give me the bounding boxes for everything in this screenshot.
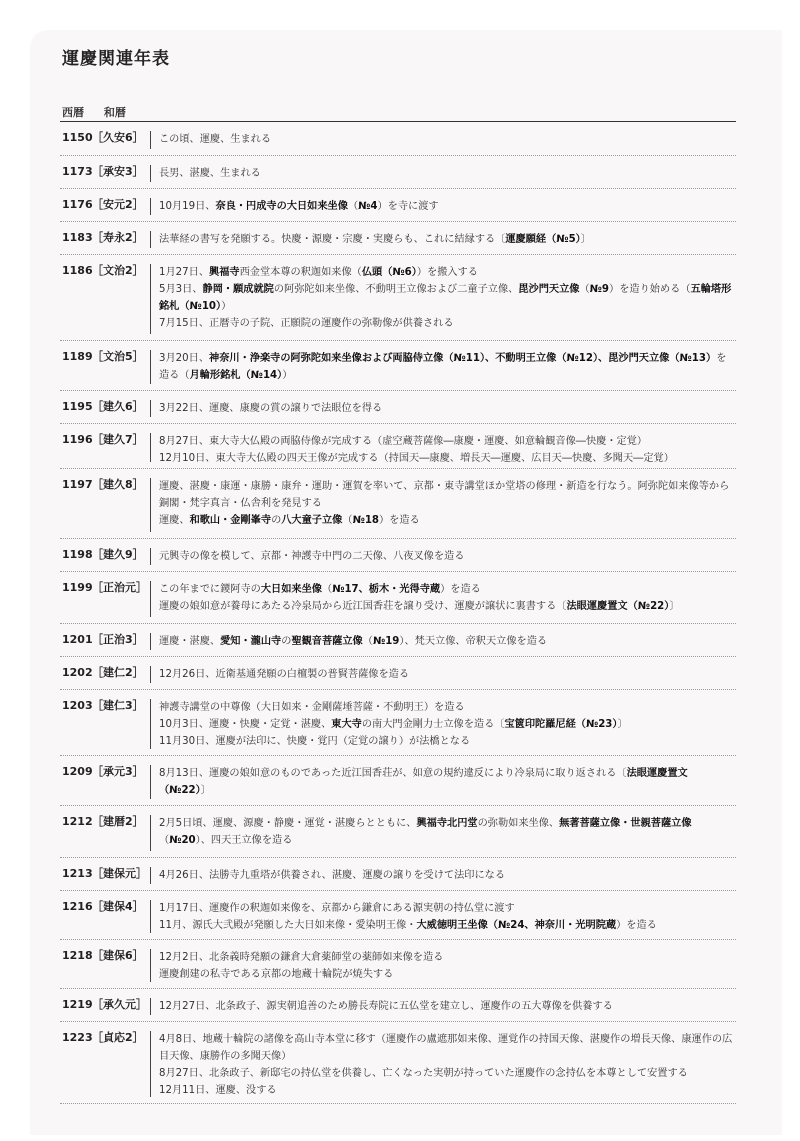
event-text: ）、四天王立像を造る <box>195 835 293 846</box>
western-year: 1218 <box>62 949 93 962</box>
event-description <box>150 633 736 650</box>
row-date <box>60 697 150 755</box>
event-text: 〕 <box>617 719 628 730</box>
event-emphasis: 大日如来坐像 <box>260 584 322 595</box>
event-text: 1月27日、 <box>159 267 210 278</box>
event-line <box>159 198 736 215</box>
event-text: 神護寺講堂の中尊像（大日如来・金剛薩埵菩薩・不動明王）を造る <box>159 702 465 713</box>
event-description <box>150 548 736 565</box>
western-year: 1203 <box>62 699 93 712</box>
row-date <box>60 579 150 623</box>
event-description <box>150 478 736 532</box>
event-text: 12月11日、運慶、没する <box>159 1085 277 1096</box>
event-emphasis: 法眼運慶置文（№22） <box>566 601 670 612</box>
event-emphasis: 八大童子立像 <box>281 515 343 526</box>
event-emphasis: №9 <box>589 284 610 295</box>
event-text: （ <box>347 201 359 212</box>
event-line <box>159 867 736 884</box>
event-emphasis: 無著菩薩立像・世親菩薩立像 <box>559 818 692 829</box>
western-year: 1216 <box>62 900 93 913</box>
event-emphasis: 毘沙門天立像 <box>518 284 580 295</box>
event-emphasis: 宝篋印陀羅尼経（№23） <box>504 719 618 730</box>
western-year: 1209 <box>62 765 93 778</box>
western-year: 1197 <box>62 478 93 491</box>
event-text: を造る（ <box>159 353 727 381</box>
row-date <box>60 229 150 254</box>
row-date <box>60 898 150 939</box>
japanese-era: ［久安6］ <box>92 131 144 144</box>
event-text: 長男、湛慶、生まれる <box>159 168 261 179</box>
event-emphasis: 奈良・円成寺の大日如来坐像 <box>215 201 348 212</box>
event-text: ）を造る <box>616 920 657 931</box>
japanese-era: ［文治5］ <box>92 350 144 363</box>
japanese-era: ［建保6］ <box>92 949 144 962</box>
event-line <box>159 231 736 248</box>
row-date <box>60 865 150 890</box>
event-emphasis: 静岡・願成就院 <box>202 284 274 295</box>
western-year: 1212 <box>62 815 93 828</box>
event-line <box>159 315 736 332</box>
row-date <box>60 996 150 1021</box>
row-date <box>60 631 150 656</box>
row-date <box>60 664 150 689</box>
event-text: 12月10日、東大寺大仏殿の四天王像が完成する（持国天―康慶、増長天―運慶、広目天―快慶、多聞天―定覚） <box>159 453 674 464</box>
japanese-era: ［建久9］ <box>92 548 144 561</box>
chronology-row <box>60 469 736 539</box>
event-text: 西金堂本尊の釈迦如来像（ <box>239 267 362 278</box>
chronology-row <box>60 989 736 1022</box>
event-text: ）を搬入する <box>416 267 478 278</box>
row-date <box>60 348 150 390</box>
event-line <box>159 598 736 615</box>
event-text: 10月19日、 <box>159 201 216 212</box>
western-year: 1189 <box>62 350 93 363</box>
event-description <box>150 165 736 182</box>
chronology-row <box>60 424 736 469</box>
event-description <box>150 400 736 417</box>
event-text: この年までに鑁阿寺の <box>159 584 261 595</box>
western-year: 1223 <box>62 1031 93 1044</box>
row-date <box>60 763 150 805</box>
japanese-era: ［建久8］ <box>92 478 144 491</box>
event-text: 8月13日、運慶の娘如意のものであった近江国香荘が、如意の規約違反により冷泉局に取り返される〔 <box>159 768 627 779</box>
event-emphasis: №17、栃木・光得寺蔵 <box>332 584 441 595</box>
event-emphasis: №4 <box>358 201 378 212</box>
event-text: ）を造る <box>379 515 420 526</box>
event-text: （ <box>362 636 373 647</box>
event-text: 運慶・湛慶、 <box>159 636 221 647</box>
event-text: 運慶創建の私寺である京都の地蔵十輪院が焼失する <box>159 969 394 980</box>
western-year: 1173 <box>62 165 93 178</box>
event-line <box>159 450 736 467</box>
row-date <box>60 163 150 188</box>
event-text: 〕 <box>200 785 211 796</box>
event-text: 8月27日、東大寺大仏殿の両脇侍像が完成する（虚空蔵菩薩像―康慶・運慶、如意輪観音像―快慶・定覚） <box>159 436 648 447</box>
chronology-row <box>60 391 736 424</box>
event-line <box>159 949 736 966</box>
western-year: 1150 <box>62 131 93 144</box>
event-description <box>150 1031 736 1097</box>
event-description <box>150 900 736 933</box>
event-text: の弥勒如来坐像、 <box>477 818 560 829</box>
event-text: 12月27日、北条政子、源実朝追善のため勝長寿院に五仏堂を建立し、運慶作の五大尊像を供養する <box>159 1001 613 1012</box>
row-date <box>60 476 150 538</box>
japanese-era: ［建仁3］ <box>92 699 144 712</box>
event-line <box>159 1082 736 1099</box>
event-text: の <box>281 636 292 647</box>
event-line <box>159 917 736 934</box>
header-japanese-era: 和暦 <box>103 106 126 119</box>
event-description <box>150 581 736 617</box>
row-date <box>60 262 150 340</box>
row-date <box>60 1029 150 1103</box>
chronology-row <box>60 255 736 341</box>
western-year: 1183 <box>62 231 93 244</box>
event-text: ）を寺に渡す <box>377 201 439 212</box>
western-year: 1213 <box>62 867 93 880</box>
chronology-row <box>60 940 736 989</box>
event-description <box>150 231 736 248</box>
japanese-era: ［建保4］ <box>92 900 144 913</box>
event-emphasis: 聖観音菩薩立像 <box>291 636 363 647</box>
western-year: 1195 <box>62 400 93 413</box>
event-text: 〕 <box>669 601 680 612</box>
event-line <box>159 900 736 917</box>
event-line <box>159 765 736 799</box>
event-description <box>150 433 736 462</box>
event-line <box>159 1065 736 1082</box>
event-text: （ <box>579 284 590 295</box>
event-text: 元興寺の像を模して、京都・神護寺中門の二天像、八夜叉像を造る <box>159 551 465 562</box>
event-description <box>150 949 736 982</box>
event-text: （ <box>342 515 353 526</box>
event-line <box>159 131 736 148</box>
event-text: （ <box>322 584 333 595</box>
event-text: の南大門金剛力士立像を造る〔 <box>361 719 505 730</box>
row-date <box>60 129 150 155</box>
western-year: 1198 <box>62 548 93 561</box>
japanese-era: ［正治3］ <box>92 633 144 646</box>
event-text: ）、梵天立像、帝釈天立像を造る <box>399 636 548 647</box>
chronology-table <box>60 122 736 1104</box>
chronology-row <box>60 156 736 189</box>
event-line <box>159 281 736 315</box>
event-line <box>159 716 736 733</box>
chronology-row <box>60 657 736 690</box>
event-text: 運慶、 <box>159 515 190 526</box>
japanese-era: ［建暦2］ <box>92 815 144 828</box>
event-text: 2月5日頃、運慶、源慶・静慶・運覚・湛慶らとともに、 <box>159 818 417 829</box>
event-text: 10月3日、運慶・快慶・定覚・湛慶、 <box>159 719 332 730</box>
event-text: ） <box>221 301 232 312</box>
event-description <box>150 666 736 683</box>
event-emphasis: 五輪塔形銘札（№10） <box>159 284 732 312</box>
event-line <box>159 548 736 565</box>
event-text: ）を造る <box>440 584 481 595</box>
event-emphasis: №18 <box>352 515 379 526</box>
chronology-row <box>60 690 736 756</box>
event-line <box>159 433 736 450</box>
japanese-era: ［建仁2］ <box>92 666 144 679</box>
header-western-year: 西暦 <box>62 106 84 119</box>
western-year: 1186 <box>62 264 93 277</box>
event-emphasis: 運慶願経（№5） <box>505 234 581 245</box>
event-description <box>150 867 736 884</box>
event-emphasis: №20 <box>169 835 196 846</box>
event-description <box>150 765 736 799</box>
chronology-row <box>60 189 736 222</box>
event-text: 運慶、湛慶・康運・康勝・康弁・運助・運賀を率いて、京都・東寺講堂ほか堂塔の修理・新造を行なう。阿弥陀如来像等から銅閣・梵字真言・仏舎利を発見する <box>159 481 730 509</box>
row-date <box>60 431 150 468</box>
event-text: 4月8日、地蔵十輪院の諸像を高山寺本堂に移す（運慶作の盧遮那如来像、運覚作の持国天像、湛慶作の増長天像、康運作の広目天像、康勝作の多聞天像） <box>159 1034 733 1062</box>
event-description <box>150 998 736 1015</box>
japanese-era: ［承安3］ <box>92 165 144 178</box>
event-line <box>159 350 736 384</box>
japanese-era: ［寿永2］ <box>92 231 144 244</box>
event-line <box>159 264 736 281</box>
chronology-row <box>60 756 736 806</box>
western-year: 1196 <box>62 433 93 446</box>
row-date <box>60 813 150 857</box>
event-text: 運慶の娘如意が養母にあたる冷泉局から近江国香荘を譲り受け、運慶が譲状に裏書する〔 <box>159 601 567 612</box>
event-line <box>159 733 736 750</box>
event-text: 12月26日、近衛基通発願の白檀製の普賢菩薩像を造る <box>159 669 410 680</box>
japanese-era: ［安元2］ <box>92 198 144 211</box>
row-date <box>60 546 150 571</box>
event-description <box>150 815 736 851</box>
event-text: この頃、運慶、生まれる <box>159 134 272 145</box>
japanese-era: ［文治2］ <box>92 264 144 277</box>
chronology-row <box>60 122 736 156</box>
event-emphasis: 仏頭（№6） <box>361 267 417 278</box>
event-description <box>150 131 736 149</box>
event-text: 11月、源氏大弐殿が発願した大日如来像・愛染明王像・ <box>159 920 417 931</box>
event-text: 11月30日、運慶が法印に、快慶・覚円（定覚の譲り）が法橋となる <box>159 736 471 747</box>
event-emphasis: 法眼運慶置文（№22） <box>159 768 688 796</box>
japanese-era: ［承久元］ <box>92 998 147 1011</box>
japanese-era: ［承元3］ <box>92 765 144 778</box>
event-text: 4月26日、法勝寺九重塔が供養され、湛慶、運慶の譲りを受けて法印になる <box>159 870 506 881</box>
event-description <box>150 350 736 384</box>
event-text: 法華経の書写を発願する。快慶・源慶・宗慶・実慶らも、これに結縁する〔 <box>159 234 506 245</box>
event-description <box>150 198 736 215</box>
event-line <box>159 581 736 598</box>
event-text: 7月15日、正暦寺の子院、正願院の運慶作の弥勒像が供養される <box>159 318 454 329</box>
japanese-era: ［貞応2］ <box>92 1031 144 1044</box>
event-text: 3月22日、運慶、康慶の賞の譲りで法眼位を得る <box>159 403 383 414</box>
column-headers <box>62 104 142 120</box>
event-text: 8月27日、北条政子、新邸宅の持仏堂を供養し、亡くなった実朝が持っていた運慶作の念持仏を本尊として安置する <box>159 1068 688 1079</box>
row-date <box>60 947 150 988</box>
event-text: 〕 <box>580 234 591 245</box>
event-text: 12月2日、北条義時発願の鎌倉大倉薬師堂の薬師如来像を造る <box>159 952 444 963</box>
chronology-row <box>60 222 736 255</box>
row-date <box>60 196 150 221</box>
chronology-row <box>60 341 736 391</box>
japanese-era: ［建保元］ <box>92 867 147 880</box>
japanese-era: ［建久7］ <box>92 433 144 446</box>
event-emphasis: 神奈川・浄楽寺の阿弥陀如来坐像および両脇侍立像（№11）、不動明王立像（№12）、毘沙門天立像（№13） <box>209 353 717 364</box>
event-line <box>159 998 736 1015</box>
western-year: 1202 <box>62 666 93 679</box>
event-emphasis: 大威徳明王坐像（№24、神奈川・光明院蔵 <box>416 920 617 931</box>
event-text: 3月20日、 <box>159 353 210 364</box>
event-line <box>159 633 736 650</box>
page-title: 運慶関連年表 <box>62 49 170 69</box>
event-line <box>159 815 736 849</box>
western-year: 1199 <box>62 581 93 594</box>
event-line <box>159 400 736 417</box>
event-text: の <box>271 515 282 526</box>
row-date <box>60 398 150 423</box>
chronology-sheet <box>30 30 782 1135</box>
event-text: 1月17日、運慶作の釈迦如来像を、京都から鎌倉にある源実朝の持仏堂に渡す <box>159 903 515 914</box>
japanese-era: ［建久6］ <box>92 400 144 413</box>
western-year: 1219 <box>62 998 93 1011</box>
event-line <box>159 478 736 512</box>
chronology-row <box>60 858 736 891</box>
chronology-row <box>60 806 736 858</box>
event-text: の阿弥陀如来坐像、不動明王立像および二童子立像、 <box>273 284 519 295</box>
chronology-row <box>60 891 736 940</box>
event-text: 5月3日、 <box>159 284 203 295</box>
event-text: ）を造り始める（ <box>609 284 691 295</box>
chronology-row <box>60 1022 736 1104</box>
event-line <box>159 1031 736 1065</box>
event-line <box>159 165 736 182</box>
event-text: （ <box>159 835 170 846</box>
chronology-row <box>60 539 736 572</box>
event-emphasis: 興福寺北円堂 <box>416 818 478 829</box>
event-description <box>150 699 736 749</box>
event-emphasis: №19 <box>372 636 400 647</box>
event-line <box>159 699 736 716</box>
event-emphasis: 和歌山・金剛峯寺 <box>189 515 272 526</box>
event-line <box>159 666 736 683</box>
event-emphasis: 月輪形銘札（№14） <box>189 370 283 381</box>
event-line <box>159 966 736 983</box>
event-emphasis: 愛知・瀧山寺 <box>220 636 282 647</box>
western-year: 1201 <box>62 633 93 646</box>
event-description <box>150 264 736 334</box>
western-year: 1176 <box>62 198 93 211</box>
event-emphasis: 東大寺 <box>331 719 362 730</box>
chronology-row <box>60 624 736 657</box>
chronology-row <box>60 572 736 624</box>
event-line <box>159 512 736 529</box>
japanese-era: ［正治元］ <box>92 581 147 594</box>
event-emphasis: 興福寺 <box>209 267 240 278</box>
event-text: ） <box>282 370 293 381</box>
